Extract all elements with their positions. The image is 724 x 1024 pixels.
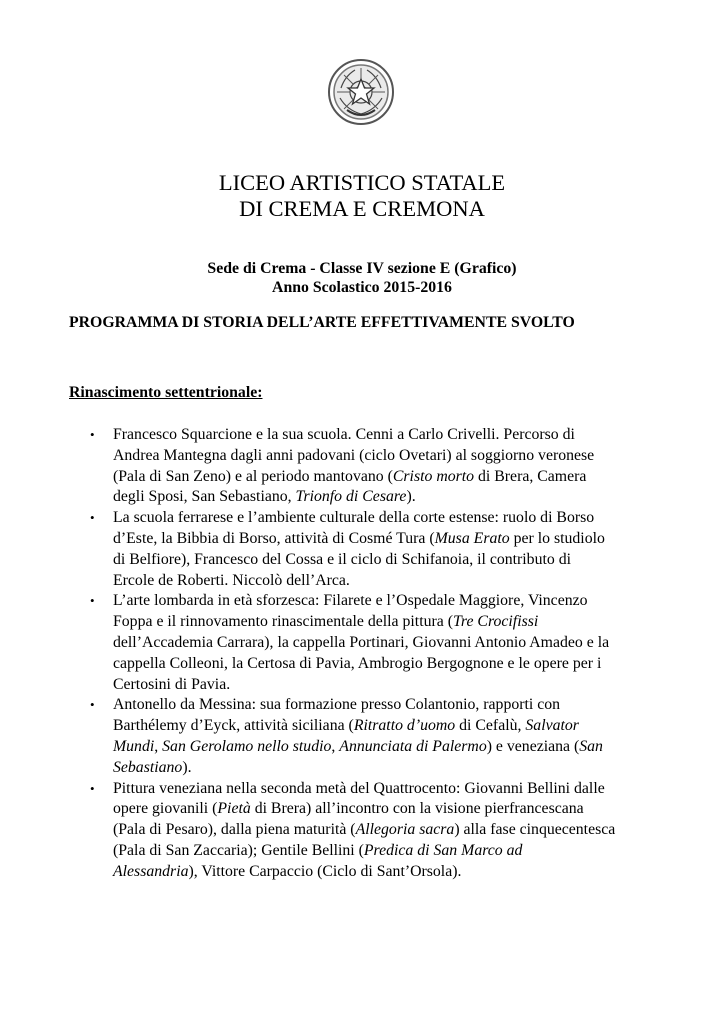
list-item-line [113, 612, 670, 633]
artwork-title: Musa Erato [434, 529, 510, 547]
text-segment: (Pala di Pesaro), dalla piena maturità ( [113, 821, 356, 839]
list-item-line [113, 654, 670, 675]
text-segment: (Pala di San Zaccaria); Gentile Bellini ( [113, 841, 364, 859]
text-segment: di Brera, Camera [474, 467, 587, 485]
list-item-line [113, 737, 670, 758]
list-item [90, 591, 670, 695]
text-segment: (Pala di San Zeno) e al periodo mantovano ( [113, 467, 393, 485]
italian-republic-emblem-icon [327, 58, 395, 126]
text-segment: dell’Accademia Carrara), la cappella Portinari, Giovanni Antonio Amadeo e la [113, 633, 610, 651]
list-item-line [113, 779, 670, 800]
artwork-title: Predica di San Marco ad [363, 841, 523, 859]
list-item-line [113, 695, 670, 716]
school-name: LICEO ARTISTICO STATALE [218, 170, 506, 195]
text-segment: Andrea Mantegna dagli anni padovani (ciclo Ovetari) al soggiorno veronese [113, 446, 595, 464]
list-item-line [113, 467, 670, 488]
list-item-line [113, 487, 670, 508]
artwork-title: Salvator [525, 717, 579, 735]
text-segment: ). [406, 488, 416, 506]
list-item-line [113, 675, 670, 696]
artwork-title: Ritratto d’uomo [353, 717, 456, 735]
section-heading: Rinascimento settentrionale: [69, 384, 263, 401]
text-segment: Antonello da Messina: sua formazione presso Colantonio, rapporti con [113, 696, 561, 714]
text-segment: L’arte lombarda in età sforzesca: Filarete e l’Ospedale Maggiore, Vincenzo [113, 592, 588, 610]
list-item-line [113, 758, 670, 779]
list-item-line [113, 799, 670, 820]
text-segment: , [331, 737, 340, 755]
list-item [90, 425, 670, 508]
text-segment: per lo studiolo [509, 529, 605, 547]
text-segment: d’Este, la Bibbia di Borso, attività di Cosmé Tura ( [113, 529, 435, 547]
text-segment: ) e veneziana ( [486, 737, 580, 755]
artwork-title: Pietà [217, 800, 251, 818]
text-segment: Barthélemy d’Eyck, attività siciliana ( [113, 717, 354, 735]
text-segment: di Cefalù, [455, 717, 526, 735]
text-segment: La scuola ferrarese e l’ambiente culturale della corte estense: ruolo di Borso [113, 509, 595, 527]
artwork-title: Trionfo di Cesare [295, 488, 407, 506]
artwork-title: Cristo morto [392, 467, 475, 485]
artwork-title: Annunciata di Palermo [339, 737, 487, 755]
artwork-title: Sebastiano [113, 758, 183, 776]
list-item-line [113, 550, 670, 571]
text-segment: opere giovanili ( [113, 800, 218, 818]
text-segment: di Brera) all’incontro con la visione pierfrancescana [250, 800, 584, 818]
list-item-line [113, 508, 670, 529]
text-segment: Foppa e il rinnovamento rinascimentale della pittura ( [113, 613, 453, 631]
list-item [90, 508, 670, 591]
school-year: Anno Scolastico 2015-2016 [272, 279, 452, 296]
artwork-title: Alessandria [113, 862, 189, 880]
text-segment: di Belfiore), Francesco del Cossa e il ciclo di Schifanoia, il contributo di [113, 550, 571, 568]
class-info: Sede di Crema - Classe IV sezione E (Grafico) [207, 260, 517, 277]
text-segment: , [154, 737, 163, 755]
artwork-title: Allegoria sacra [355, 821, 455, 839]
list-item-line [113, 862, 670, 883]
text-segment: Pittura veneziana nella seconda metà del Quattrocento: Giovanni Bellini dalle [113, 779, 605, 797]
text-segment: ) alla fase cinquecentesca [454, 821, 616, 839]
artwork-title: Tre Crocifissi [452, 613, 539, 631]
text-segment: ). [182, 758, 192, 776]
program-title: PROGRAMMA DI STORIA DELL’ARTE EFFETTIVAMENTE SVOLTO [69, 314, 575, 331]
school-location: DI CREMA E CREMONA [239, 196, 485, 221]
list-item-line [113, 716, 670, 737]
text-segment: degli Sposi, San Sebastiano, [113, 488, 296, 506]
text-segment: Francesco Squarcione e la sua scuola. Cenni a Carlo Crivelli. Percorso di [113, 426, 575, 443]
list-item-line [113, 425, 670, 446]
text-segment: cappella Colleoni, la Certosa di Pavia, Ambrogio Bergognone e le opere per i [113, 654, 602, 672]
list-item-line [113, 571, 670, 592]
list-item [90, 695, 670, 778]
list-item-line [113, 446, 670, 467]
list-item-line [113, 529, 670, 550]
list-item-line [113, 820, 670, 841]
text-segment: ), Vittore Carpaccio (Ciclo di Sant’Orsola). [188, 862, 462, 880]
text-segment: Certosini di Pavia. [113, 675, 231, 693]
text-segment: Ercole de Roberti. Niccolò dell’Arca. [113, 571, 350, 589]
topic-list [90, 425, 670, 883]
artwork-title: San Gerolamo nello studio [162, 737, 332, 755]
list-item-line [113, 633, 670, 654]
bullet-icon: • [90, 780, 95, 796]
list-item [90, 779, 670, 883]
list-item-line [113, 841, 670, 862]
bullet-icon: • [90, 593, 95, 609]
bullet-icon: • [90, 697, 95, 713]
artwork-title: San [579, 737, 603, 755]
list-item-line [113, 591, 670, 612]
bullet-icon: • [90, 510, 95, 526]
artwork-title: Mundi [113, 737, 155, 755]
bullet-icon: • [90, 427, 95, 442]
